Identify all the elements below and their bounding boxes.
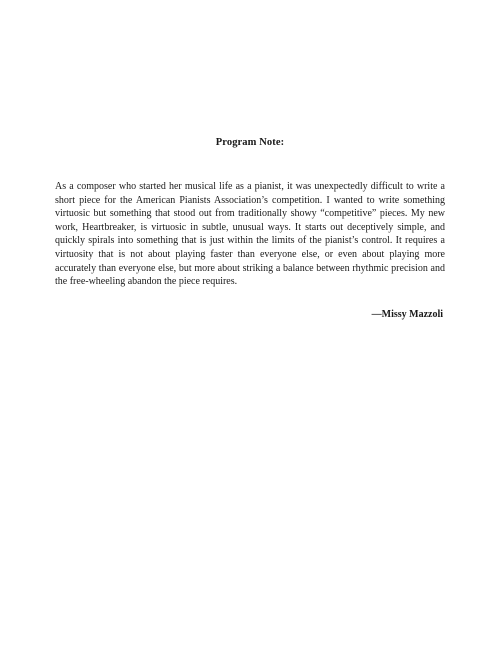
- program-note-body: As a composer who started her musical life as a pianist, it was unexpectedly difficult to write a short piece for the American Pianists Association’s competition. I wanted to write something virtuosic but something that stood out from traditionally showy “competitive” pieces. My new work, Heartbreaker, is virtuosic in subtle, unusual ways. It starts out deceptively simple, and quickly spirals into something that is just within the limits of the pianist’s control. It requires a virtuosity that is not about playing faster than everyone else, or even about playing more accurately than everyone else, but more about striking a balance between rhythmic precision and the free-wheeling abandon the piece requires.: [55, 181, 445, 288]
- author-signature: —Missy Mazzoli: [371, 309, 443, 320]
- program-note-heading: Program Note:: [215, 137, 285, 148]
